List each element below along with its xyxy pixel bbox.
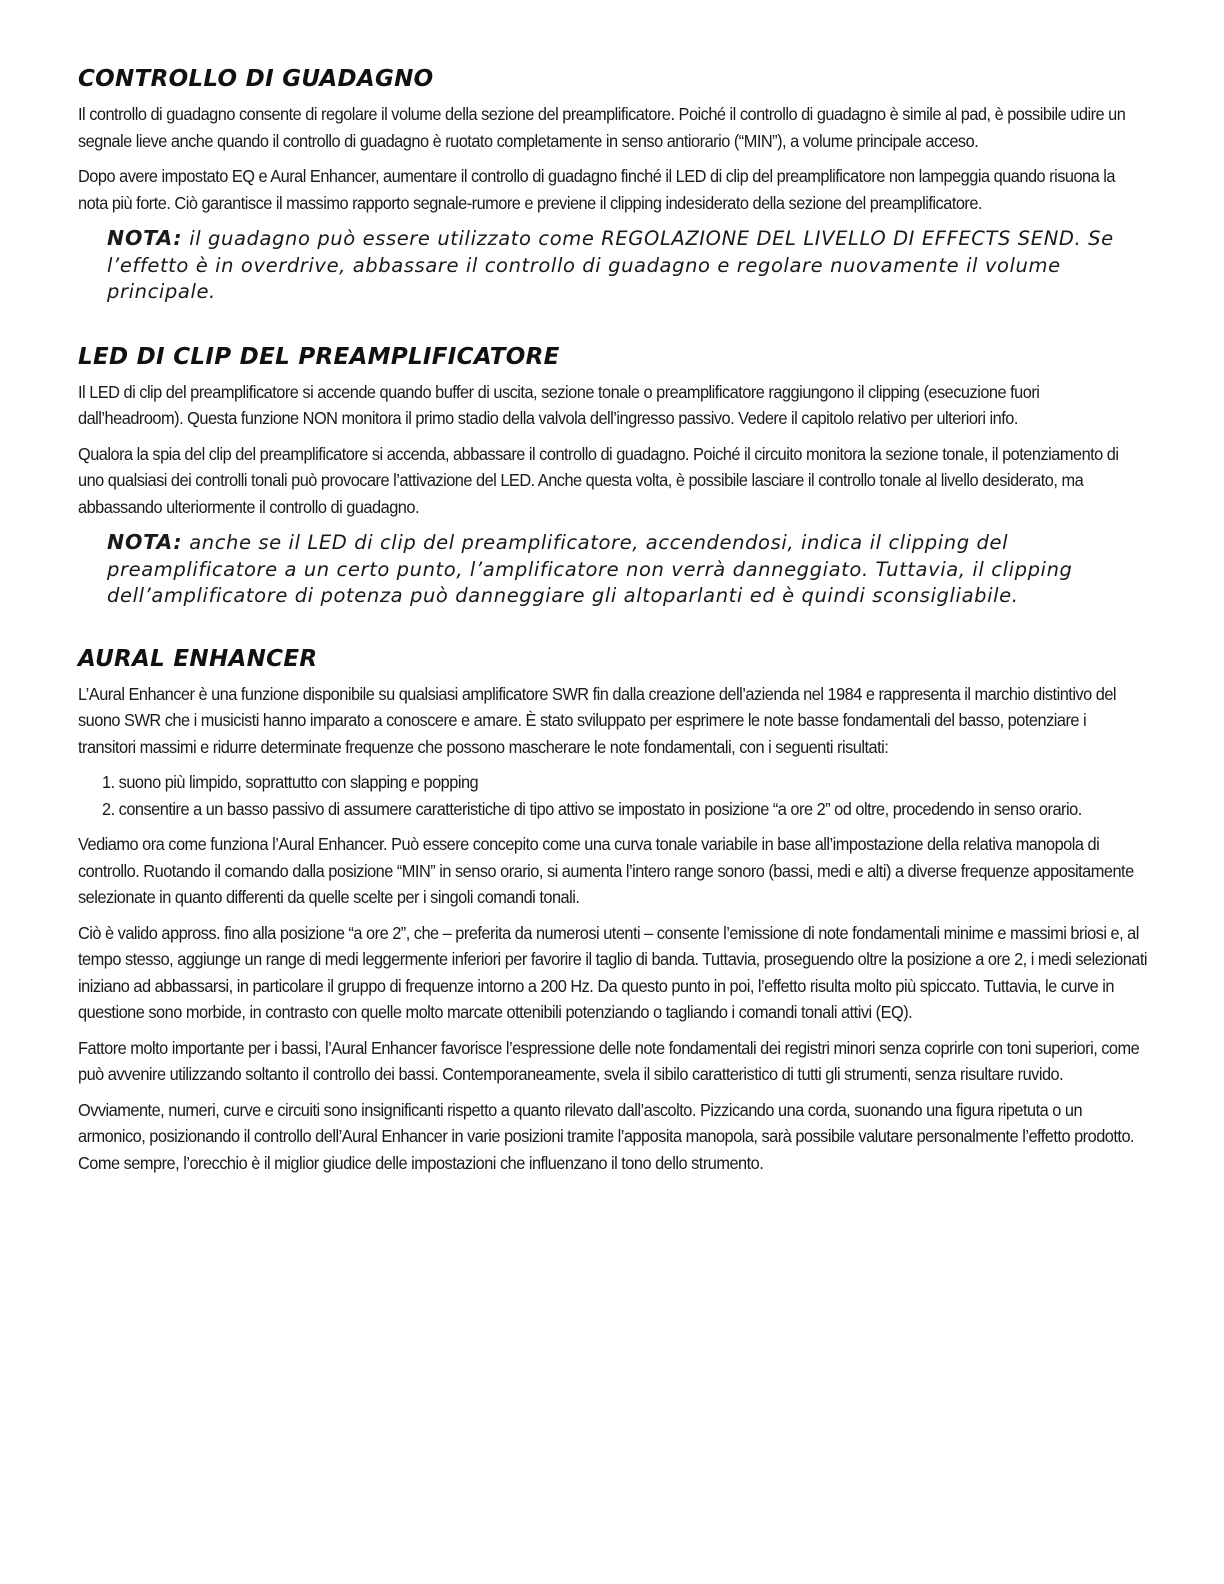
note-label: NOTA: (107, 530, 183, 554)
paragraph: Dopo avere impostato EQ e Aural Enhancer, aumentare il controllo di guadagno finché il LED di clip del preamplificatore non lampeggia quando risuona la nota più forte. Ciò garantisce il massimo rapporto segnale-rumore e previene il clipping indesiderato della sezione del preamplificatore. (78, 166, 1115, 213)
note-label: NOTA: (107, 226, 183, 250)
paragraph: Fattore molto importante per i bassi, l’Aural Enhancer favorisce l’espressione delle note fondamentali dei registri minori senza coprirle con toni superiori, come può avvenire utilizzando soltanto il controllo dei bassi. Contemporaneamente, svela il sibilo caratteristico di tutti gli strumenti, senza risultare ruvido. (78, 1037, 1140, 1084)
section-title-aural-enhancer: AURAL ENHANCER (78, 645, 318, 672)
paragraph: Ciò è valido appross. fino alla posizione “a ore 2”, che – preferita da numerosi utenti – consente l’emissione di note fondamentali minime e massimi briosi e, al tempo stesso, aggiunge un range di medi leggermente inferiori per favorire il taglio di banda. Tuttavia, proseguendo oltre la posizione a ore 2, i medi selezionati iniziano ad abbassarsi, in particolare il gruppo di frequenze intorno a 200 Hz. Da questo punto in poi, l’effetto risulta molto più spiccato. Tuttavia, le curve in questione sono morbide, in contrasto con quelle molto marcate ottenibili potenziando o tagliando i comandi tonali attivi (EQ). (78, 922, 1148, 1022)
section-spacer (78, 610, 1148, 646)
section-aural-enhancer (78, 646, 1148, 1177)
paragraph: Qualora la spia del clip del preamplificatore si accenda, abbassare il controllo di guadagno. Poiché il circuito monitora la sezione tonale, il potenziamento di uno qualsiasi dei controlli tonali può provocare l’attivazione del LED. Anche questa volta, è possibile lasciare il controllo tonale al livello desiderato, ma abbassando ulteriormente il controllo di guadagno. (78, 443, 1119, 517)
section-spacer (78, 306, 1148, 344)
results-list (102, 769, 1148, 822)
paragraph: Vediamo ora come funziona l’Aural Enhancer. Può essere concepito come una curva tonale variabile in base all’impostazione della relativa manopola di controllo. Ruotando il comando dalla posizione “MIN” in senso orario, si aumenta l’intero range sonoro (bassi, medi e alti) a diverse frequenze appositamente selezionate in quanto differenti da quelle scelte per i singoli comandi tonali. (78, 834, 1134, 907)
paragraph: Il LED di clip del preamplificatore si accende quando buffer di uscita, sezione tonale o preamplificatore raggiungono il clipping (esecuzione fuori dall’headroom). Questa funzione NON monitora il primo stadio della valvola dell’ingresso passivo. Vedere il capitolo relativo per ulteriori info. (78, 381, 1040, 428)
section-title-preamp-clip-led: LED DI CLIP DEL PREAMPLIFICATORE (78, 343, 560, 370)
paragraph: Ovviamente, numeri, curve e circuiti sono insignificanti rispetto a quanto rilevato dall’ascolto. Pizzicando una corda, suonando una figura ripetuta o un armonico, posizionando il controllo dell’Aural Enhancer in varie posizioni tramite l’apposita manopola, sarà possibile valutare personalmente l’effetto prodotto. Come sempre, l’orecchio è il miglior giudice delle impostazioni che influenzano il tono dello strumento. (78, 1099, 1135, 1173)
section-preamp-clip-led (78, 344, 1148, 610)
paragraph: Il controllo di guadagno consente di regolare il volume della sezione del preamplificatore. Poiché il controllo di guadagno è simile al pad, è possibile udire un segnale lieve anche quando il controllo di guadagno è ruotato completamente in senso antiorario (“MIN”), a volume principale acceso. (78, 104, 1126, 151)
section-title-gain-control: CONTROLLO DI GUADAGNO (78, 66, 434, 92)
note-text: il guadagno può essere utilizzato come REGOLAZIONE DEL LIVELLO DI EFFECTS SEND. Se l’effetto è in overdrive, abbassare il controllo di guadagno e regolare nuovamente il volume principale. (107, 227, 1114, 303)
note-clip (107, 529, 1152, 610)
section-gain-control (78, 66, 1148, 306)
paragraph: L’Aural Enhancer è una funzione disponibile su qualsiasi amplificatore SWR fin dalla creazione dell’azienda nel 1984 e rappresenta il marchio distintivo del suono SWR che i musicisti hanno imparato a conoscere e amare. È stato sviluppato per esprimere le note basse fondamentali del basso, potenziare i transitori massimi e ridurre determinate frequenze che possono mascherare le note fondamentali, con i seguenti risultati: (78, 683, 1117, 757)
list-item: 1. suono più limpido, soprattutto con slapping e popping (102, 772, 479, 792)
list-item: 2. consentire a un basso passivo di assumere caratteristiche di tipo attivo se impostato in posizione “a ore 2” od oltre, procedendo in senso orario. (102, 798, 1082, 819)
note-gain (107, 225, 1152, 306)
note-text: anche se il LED di clip del preamplificatore, accendendosi, indica il clipping del preamplificatore a un certo punto, l’amplificatore non verrà danneggiato. Tuttavia, il clipping dell’amplificatore di potenza può danneggiare gli altoparlanti ed è quindi sconsigliabile. (107, 531, 1073, 607)
manual-page (78, 66, 1148, 1185)
